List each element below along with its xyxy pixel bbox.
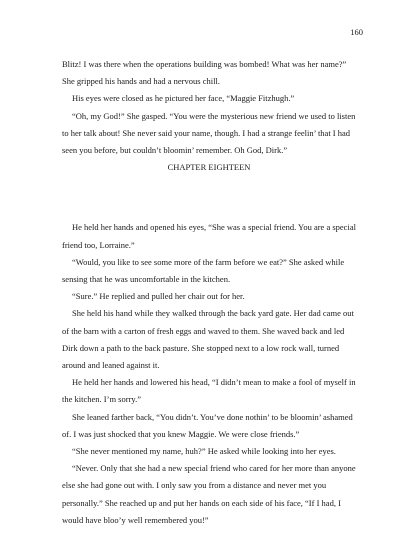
paragraph: “Sure.” He replied and pulled her chair out for her. [72, 291, 245, 302]
chapter-spacer [62, 176, 356, 219]
paragraph: He held her hands and opened his eyes, “She was a special friend. You are a special friend too, Lorraine.” [62, 222, 356, 250]
body-text [62, 56, 356, 529]
paragraph: “Oh, my God!” She gasped. “You were the mysterious new friend we used to listen to her talk about! She never said your name, though. I had a strange feelin’ that I had seen you before, but couldn’t bloomin’ remember. Oh God, Dirk.” [62, 110, 356, 156]
chapter-heading: CHAPTER EIGHTEEN [167, 162, 251, 173]
paragraph: “Never. Only that she had a new special friend who cared for her more than anyone else she had gone out with. I only saw you from a distance and never met you personally.” She reached up and put her hands on each side of his face, “If I had, I would have bloo’y well remembered you!” [62, 463, 356, 525]
paragraph: His eyes were closed as he pictured her face, “Maggie Fitzhugh.” [72, 93, 295, 104]
paragraph: She held his hand while they walked through the back yard gate. Her dad came out of the barn with a carton of fresh eggs and waved to them. She waved back and led Dirk down a path to the back pasture. She stopped next to a low rock wall, turned around and leaned against it. [62, 308, 354, 371]
paragraph: She leaned farther back, “You didn’t. You’ve done nothin’ to be bloomin’ ashamed of. I was just shocked that you knew Maggie. We were close friends.” [62, 411, 353, 439]
page-number: 160 [350, 27, 363, 37]
paragraph: He held her hands and lowered his head, “I didn’t mean to make a fool of myself in the kitchen. I’m sorry.” [62, 377, 356, 405]
paragraph: “She never mentioned my name, huh?” He asked while looking into her eyes. [72, 446, 336, 457]
paragraph: “Would, you like to see some more of the farm before we eat?” She asked while sensing that he was uncomfortable in the kitchen. [62, 256, 345, 285]
paragraph: Blitz! I was there when the operations building was bombed! What was her name?” She gripped his hands and had a nervous chill. [62, 59, 347, 87]
